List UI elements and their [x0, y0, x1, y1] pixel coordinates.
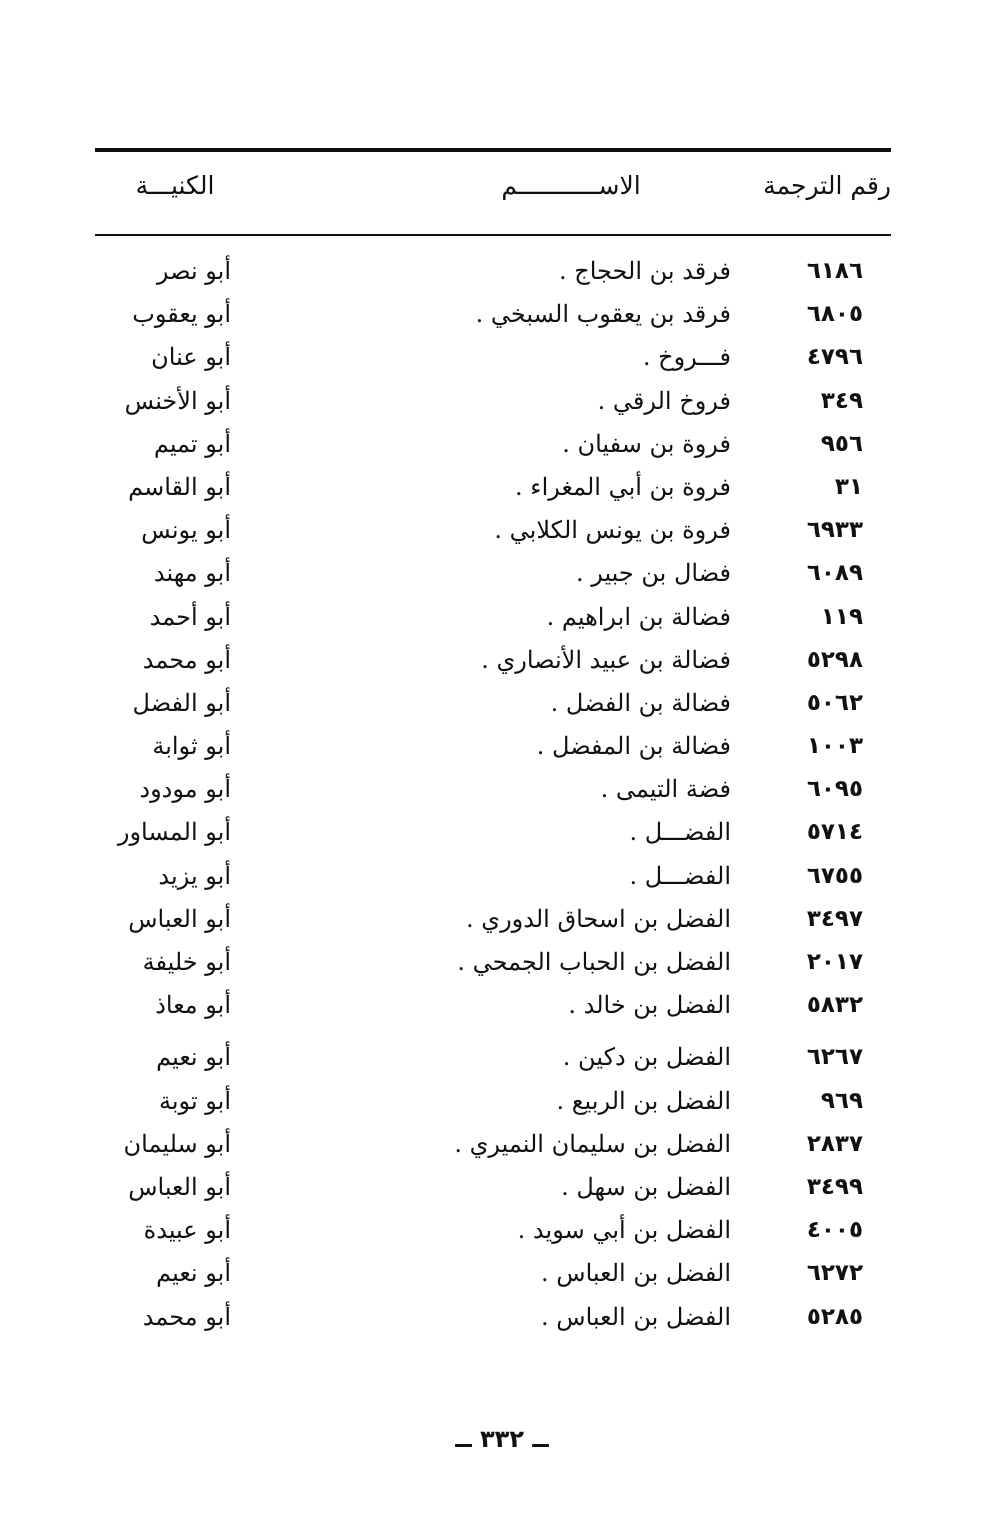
entry-kunya: أبو عنان — [151, 343, 231, 372]
entry-kunya: أبو مودود — [139, 775, 231, 804]
table-row — [95, 682, 891, 725]
entry-kunya: أبو العباس — [128, 1172, 231, 1201]
entry-name: فضال بن جبير . — [575, 559, 731, 588]
table-row — [95, 855, 891, 898]
entry-number: ٤٠٠٥ — [806, 1217, 863, 1244]
entry-name: الفضل بن اسحاق الدوري . — [466, 904, 731, 933]
entry-number: ٩٦٩ — [820, 1087, 863, 1114]
entry-number: ٦٧٥٥ — [806, 862, 863, 889]
entry-number: ٥٧١٤ — [806, 819, 863, 846]
entry-number: ٥٠٦٢ — [806, 689, 863, 716]
entry-kunya: أبو نعيم — [156, 1043, 231, 1072]
entry-number: ٦٢٦٧ — [806, 1044, 863, 1071]
table-row — [95, 898, 891, 941]
entry-kunya: أبو مهند — [153, 559, 231, 588]
table-row — [95, 811, 891, 854]
table-row — [95, 250, 891, 293]
entry-kunya: أبو الفضل — [132, 688, 231, 717]
entry-number: ١٠٠٣ — [806, 733, 863, 760]
entry-kunya: أبو محمد — [142, 645, 231, 674]
entry-number: ٦٩٣٣ — [806, 517, 863, 544]
entry-number: ٤٧٩٦ — [806, 344, 863, 371]
header-kunya: الكنيـــة — [135, 171, 215, 200]
entry-number: ٦٠٩٥ — [806, 776, 863, 803]
entry-kunya: أبو نعيم — [156, 1259, 231, 1288]
entry-number: ٦٠٨٩ — [806, 560, 863, 587]
entry-number: ٣٤٩٧ — [806, 905, 863, 932]
entry-name: فروة بن يونس الكلابي . — [494, 516, 731, 545]
table-body — [95, 250, 891, 1339]
table-row — [95, 1080, 891, 1123]
entry-name: الفضل بن دكين . — [562, 1043, 731, 1072]
entry-kunya: أبو القاسم — [128, 472, 231, 501]
entry-number: ٥٢٩٨ — [806, 646, 863, 673]
entry-kunya: أبو الأخنس — [124, 386, 231, 415]
table-row — [95, 552, 891, 595]
entry-kunya: أبو أحمد — [149, 602, 231, 631]
entry-number: ٣٤٩٩ — [806, 1173, 863, 1200]
table-row — [95, 423, 891, 466]
entry-name: الفضل بن الربيع . — [556, 1086, 731, 1115]
table-row — [95, 941, 891, 984]
entry-kunya: أبو محمد — [142, 1302, 231, 1331]
table-row — [95, 768, 891, 811]
entry-number: ٩٥٦ — [820, 430, 863, 457]
table-row — [95, 509, 891, 552]
header-bottom-rule — [95, 234, 891, 236]
table-header — [95, 166, 891, 206]
table-row — [95, 1252, 891, 1295]
entry-name: الفضـــل . — [629, 818, 731, 847]
table-row — [95, 1296, 891, 1339]
entry-number: ٥٨٣٢ — [806, 992, 863, 1019]
table-row — [95, 1123, 891, 1166]
table-row — [95, 596, 891, 639]
entry-kunya: أبو معاذ — [155, 991, 231, 1020]
entry-name: الفضـــل . — [629, 861, 731, 890]
entry-kunya: أبو يعقوب — [132, 300, 231, 329]
entry-name: فضالة بن عبيد الأنصاري . — [481, 645, 731, 674]
page-number: ــ ٣٣٢ ــ — [455, 1425, 549, 1453]
table-row — [95, 1036, 891, 1079]
header-name: الاســـــــــــم — [501, 171, 641, 200]
table-row — [95, 725, 891, 768]
entry-name: فضة التيمى . — [600, 775, 731, 804]
entry-kunya: أبو نصر — [156, 257, 231, 285]
entry-number: ٣١ — [834, 473, 863, 500]
entry-number: ٥٢٨٥ — [806, 1303, 863, 1330]
entry-kunya: أبو العباس — [128, 904, 231, 933]
table-row — [95, 293, 891, 336]
entry-kunya: أبو المساور — [117, 818, 231, 847]
entry-number: ٣٤٩ — [820, 387, 863, 414]
table-row — [95, 984, 891, 1027]
entry-kunya: أبو ثوابة — [152, 732, 231, 761]
table-row — [95, 639, 891, 682]
entry-name: الفضل بن العباس . — [541, 1259, 731, 1288]
entry-number: ٦٨٠٥ — [806, 301, 863, 328]
entry-name: الفضل بن الحباب الجمحي . — [457, 948, 731, 976]
table-row — [95, 1166, 891, 1209]
entry-name: الفضل بن سليمان النميري . — [454, 1129, 731, 1158]
entry-kunya: أبو يزيد — [158, 861, 231, 890]
entry-kunya: أبو يونس — [141, 516, 231, 545]
entry-name: فضالة بن ابراهيم . — [546, 602, 731, 631]
entry-name: فروة بن سفيان . — [562, 429, 731, 458]
entry-name: الفضل بن خالد . — [568, 991, 731, 1020]
entry-kunya: أبو توبة — [159, 1086, 231, 1115]
entry-name: فضالة بن المفضل . — [536, 732, 731, 761]
entry-name: الفضل بن أبي سويد . — [517, 1216, 731, 1245]
entry-kunya: أبو تميم — [153, 429, 231, 458]
entry-number: ٢٠١٧ — [806, 949, 863, 975]
entry-kunya: أبو عبيدة — [143, 1216, 231, 1245]
entry-name: فضالة بن الفضل . — [550, 688, 731, 717]
entry-name: فروة بن أبي المغراء . — [515, 472, 731, 501]
table-row — [95, 466, 891, 509]
entry-number: ٦٢٧٢ — [806, 1260, 863, 1287]
table-row — [95, 336, 891, 379]
entry-name: فروخ الرقي . — [597, 386, 731, 415]
entry-kunya: أبو سليمان — [123, 1129, 231, 1158]
table-row — [95, 380, 891, 423]
entry-name: الفضل بن سهل . — [561, 1172, 731, 1201]
entry-name: فرقد بن الحجاج . — [558, 257, 731, 285]
entry-number: ٢٨٣٧ — [806, 1130, 863, 1157]
entry-kunya: أبو خليفة — [142, 948, 231, 976]
table-row — [95, 1209, 891, 1252]
entry-name: فـــروخ . — [642, 343, 731, 372]
header-top-rule — [95, 148, 891, 152]
header-number: رقم الترجمة — [763, 171, 891, 200]
entry-name: فرقد بن يعقوب السبخي . — [475, 300, 731, 329]
entry-name: الفضل بن العباس . — [541, 1302, 731, 1331]
entry-number: ٦١٨٦ — [806, 258, 863, 284]
entry-number: ١١٩ — [820, 603, 863, 630]
